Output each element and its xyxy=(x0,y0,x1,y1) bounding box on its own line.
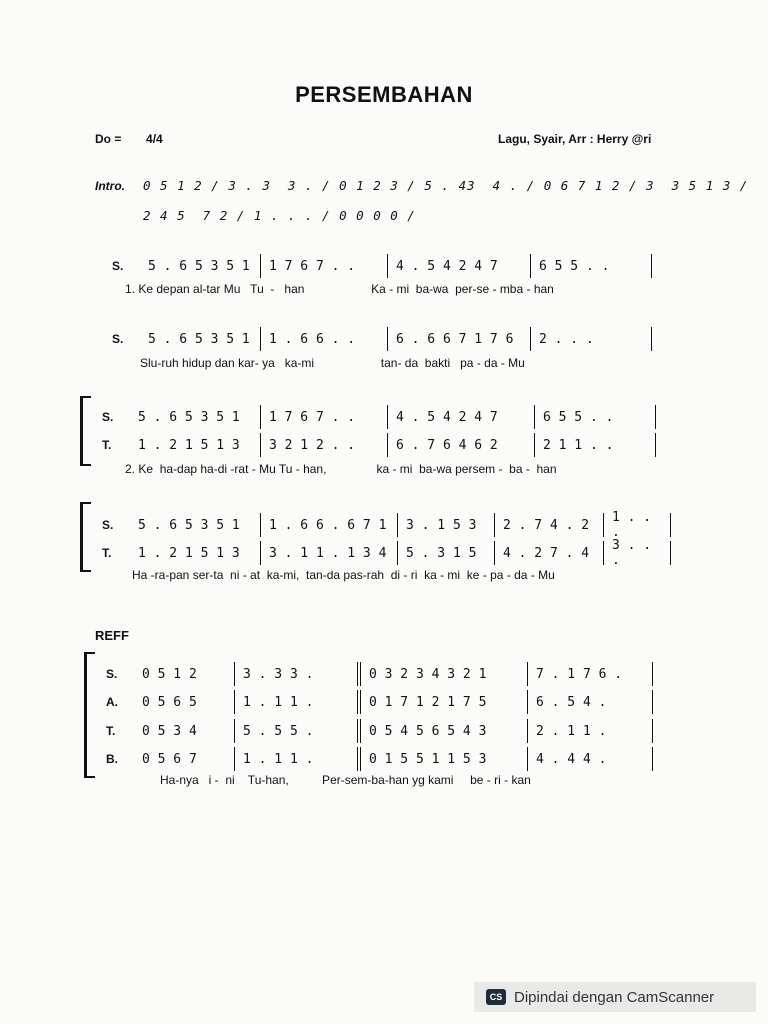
voice-label: S. xyxy=(112,332,124,346)
system-2-soprano xyxy=(112,327,652,351)
measure: 5 . 6 5 3 5 1 xyxy=(148,258,250,274)
measure: 7 . 1 7 6 . xyxy=(536,666,623,682)
measure: 1 . 1 1 . xyxy=(243,751,314,767)
barline xyxy=(652,719,653,743)
key-label: Do = xyxy=(95,132,122,146)
measure: 6 5 5 . . xyxy=(543,409,614,425)
lyrics-line: Slu-ruh hidup dan kar- ya ka-mi tan- da bakti pa - da - Mu xyxy=(140,356,525,370)
measure: 1 7 6 7 . . xyxy=(269,409,356,425)
voice-label: S. xyxy=(102,410,114,424)
measure: 0 5 3 4 xyxy=(142,723,197,739)
measure: 0 5 6 7 xyxy=(142,751,197,767)
intro-label: Intro. xyxy=(95,179,125,193)
camscanner-badge xyxy=(474,982,756,1012)
measure: 1 . . . xyxy=(612,510,652,540)
measure: 2 . 1 1 . xyxy=(536,723,607,739)
reff-tenor xyxy=(106,719,653,743)
system-4-soprano xyxy=(102,510,671,540)
measure: 3 . 1 1 . 1 3 4 xyxy=(269,545,387,561)
staff-bracket xyxy=(84,652,95,778)
lyrics-line: Ha-nya i - ni Tu-han, Per-sem-ba-han yg kami be - ri - kan xyxy=(160,773,531,787)
measure: 6 5 5 . . xyxy=(539,258,610,274)
system-3-tenor xyxy=(102,433,656,457)
measure: 1 . 2 1 5 1 3 xyxy=(138,545,240,561)
voice-label: S. xyxy=(106,667,118,681)
measure: 4 . 5 4 2 4 7 xyxy=(396,409,498,425)
measure: 6 . 5 4 . xyxy=(536,694,607,710)
measure: 0 1 7 1 2 1 7 5 xyxy=(369,694,487,710)
system-4-tenor xyxy=(102,538,671,568)
system-1-soprano xyxy=(112,254,652,278)
measure: 6 . 6 6 7 1 7 6 xyxy=(396,331,514,347)
barline xyxy=(652,690,653,714)
barline xyxy=(670,513,671,537)
lyrics-line: Ha -ra-pan ser-ta ni - at ka-mi, tan-da pas-rah di - ri ka - mi ke - pa - da - Mu xyxy=(132,568,555,582)
measure: 1 . 6 6 . 6 7 1 xyxy=(269,517,387,533)
measure: 2 1 1 . . xyxy=(543,437,614,453)
barline xyxy=(652,662,653,686)
barline xyxy=(655,433,656,457)
meter-label: 4/4 xyxy=(146,132,163,146)
measure: 5 . 6 5 3 5 1 xyxy=(138,409,240,425)
barline xyxy=(670,541,671,565)
reff-soprano xyxy=(106,662,653,686)
measure: 1 7 6 7 . . xyxy=(269,258,356,274)
measure: 3 . . . xyxy=(612,538,652,568)
barline xyxy=(651,327,652,351)
voice-label: T. xyxy=(106,724,116,738)
measure: 3 . 3 3 . xyxy=(243,666,314,682)
measure: 5 . 3 1 5 xyxy=(406,545,477,561)
measure: 2 . . . xyxy=(539,331,594,347)
measure: 1 . 2 1 5 1 3 xyxy=(138,437,240,453)
measure: 1 . 1 1 . xyxy=(243,694,314,710)
measure: 0 5 6 5 xyxy=(142,694,197,710)
intro-line-2: 2 4 5 7 2 / 1 . . . / 0 0 0 0 / xyxy=(143,208,416,223)
measure: 0 5 4 5 6 5 4 3 xyxy=(369,723,487,739)
measure: 5 . 6 5 3 5 1 xyxy=(148,331,250,347)
barline xyxy=(652,747,653,771)
voice-label: B. xyxy=(106,752,118,766)
system-3-soprano xyxy=(102,405,656,429)
measure: 4 . 4 4 . xyxy=(536,751,607,767)
measure: 5 . 6 5 3 5 1 xyxy=(138,517,240,533)
measure: 2 . 7 4 . 2 xyxy=(503,517,590,533)
measure: 3 2 1 2 . . xyxy=(269,437,356,453)
voice-label: S. xyxy=(112,259,124,273)
staff-bracket xyxy=(80,396,91,466)
measure: 0 5 1 2 xyxy=(142,666,197,682)
barline xyxy=(651,254,652,278)
reff-bass xyxy=(106,747,653,771)
reff-label: REFF xyxy=(95,628,129,643)
measure: 1 . 6 6 . . xyxy=(269,331,356,347)
camscanner-logo-icon: CS xyxy=(486,989,506,1005)
song-title: PERSEMBAHAN xyxy=(295,82,473,107)
lyrics-line: 2. Ke ha-dap ha-di -rat - Mu Tu - han, ka - mi ba-wa persem - ba - han xyxy=(125,462,557,476)
measure: 4 . 2 7 . 4 xyxy=(503,545,590,561)
measure: 5 . 5 5 . xyxy=(243,723,314,739)
voice-label: S. xyxy=(102,518,114,532)
reff-alto xyxy=(106,690,653,714)
camscanner-text: Dipindai dengan CamScanner xyxy=(514,988,715,1006)
key-signature xyxy=(95,132,163,146)
measure: 3 . 1 5 3 xyxy=(406,517,477,533)
barline xyxy=(655,405,656,429)
staff-bracket xyxy=(80,502,91,572)
intro-line-1: 0 5 1 2 / 3 . 3 3 . / 0 1 2 3 / 5 . 43 4 . / 0 6 7 1 2 / 3 3 5 1 3 / xyxy=(143,178,749,193)
voice-label: T. xyxy=(102,546,112,560)
measure: 6 . 7 6 4 6 2 xyxy=(396,437,498,453)
measure: 0 3 2 3 4 3 2 1 xyxy=(369,666,487,682)
lyrics-line: 1. Ke depan al-tar Mu Tu - han Ka - mi ba-wa per-se - mba - han xyxy=(125,282,554,296)
voice-label: T. xyxy=(102,438,112,452)
voice-label: A. xyxy=(106,695,118,709)
measure: 4 . 5 4 2 4 7 xyxy=(396,258,498,274)
measure: 0 1 5 5 1 1 5 3 xyxy=(369,751,487,767)
credits: Lagu, Syair, Arr : Herry @ri xyxy=(498,132,652,146)
